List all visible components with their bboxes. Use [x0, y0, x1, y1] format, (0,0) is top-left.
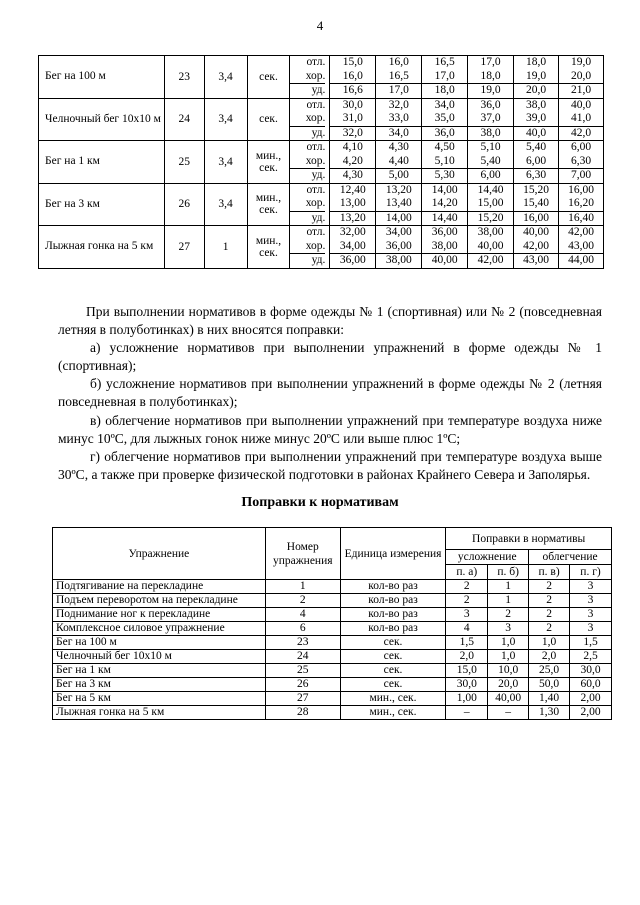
- correction-pb: 20,0: [488, 678, 529, 692]
- norms-value: 42,00: [568, 226, 594, 238]
- norms-unit: сек.: [247, 98, 290, 141]
- header-pb: п. б): [488, 565, 529, 580]
- correction-pg: 30,0: [570, 664, 612, 678]
- paragraph-d: г) облегчение нормативов при выполнении упражнений при температуре воздуха выше 30ºС, а также при проверке физической подготовки в районах Крайнего Севера и Заполярья.: [58, 449, 602, 482]
- norms-levels: [290, 141, 330, 184]
- correction-pv: 2: [529, 594, 570, 608]
- corrections-row: [53, 608, 612, 622]
- page-number: 4: [316, 18, 324, 33]
- norms-value: 38,00: [376, 253, 421, 268]
- correction-pa: 1,00: [446, 692, 488, 706]
- corrections-row: [53, 664, 612, 678]
- norms-unit: мин., сек.: [247, 183, 290, 226]
- norms-exercise-name: Бег на 3 км: [39, 183, 165, 226]
- correction-unit: сек.: [340, 650, 446, 664]
- norms-value: 19,0: [468, 83, 513, 98]
- correction-number: 25: [265, 664, 340, 678]
- norms-exercise-name: Лыжная гонка на 5 км: [39, 226, 165, 269]
- correction-pv: 1,0: [529, 636, 570, 650]
- norms-value: 31,0: [342, 112, 363, 124]
- correction-number: 26: [265, 678, 340, 692]
- norms-exercise-number: 26: [164, 183, 204, 226]
- norms-unit: сек.: [247, 56, 290, 99]
- norms-value: 34,00: [385, 226, 412, 238]
- norms-value: 38,0: [468, 126, 513, 141]
- correction-unit: сек.: [340, 664, 446, 678]
- norms-exercise-name: Бег на 100 м: [39, 56, 165, 99]
- norms-value: 20,0: [570, 69, 592, 82]
- norms-value: 16,6: [330, 83, 375, 98]
- norms-value: 5,00: [376, 168, 421, 183]
- norms-value: 14,40: [422, 211, 467, 226]
- norms-value: 42,00: [468, 253, 513, 268]
- norms-coefficient: 3,4: [204, 183, 247, 226]
- norms-value: 38,00: [431, 239, 458, 252]
- norms-value-cell: [514, 141, 559, 184]
- norms-value: 15,00: [477, 197, 504, 209]
- norms-value-cell: [422, 183, 468, 226]
- norms-value-cell: [422, 98, 468, 141]
- correction-pv: 50,0: [529, 678, 570, 692]
- norms-value: 17,0: [434, 69, 455, 82]
- norms-value: 42,0: [559, 126, 603, 141]
- paragraph-c: в) облегчение нормативов при выполнении упражнений при температуре воздуха ниже минус 10ºС, для лыжных гонок ниже минус 20ºС или выше плюс 1ºС;: [58, 413, 602, 446]
- correction-pa: 15,0: [446, 664, 488, 678]
- norms-value-cell: [559, 141, 604, 184]
- norms-value: 43,00: [568, 239, 594, 252]
- correction-unit: кол-во раз: [340, 622, 446, 636]
- norms-value: 19,0: [570, 56, 592, 68]
- norms-level-label: хор.: [305, 154, 326, 167]
- norms-value-cell: [514, 183, 559, 226]
- norms-levels: [290, 226, 330, 269]
- correction-pg: 2,5: [570, 650, 612, 664]
- norms-value: 5,40: [525, 141, 547, 153]
- norms-level-label: уд.: [290, 211, 325, 226]
- norms-value: 5,10: [434, 154, 455, 167]
- corrections-row: [53, 636, 612, 650]
- norms-value: 4,30: [388, 141, 409, 153]
- correction-unit: сек.: [340, 636, 446, 650]
- correction-unit: кол-во раз: [340, 580, 446, 594]
- corrections-row: [53, 706, 612, 720]
- correction-pv: 2: [529, 622, 570, 636]
- correction-pb: 1,0: [488, 650, 529, 664]
- correction-pv: 2,0: [529, 650, 570, 664]
- norms-coefficient: 1: [204, 226, 247, 269]
- norms-value: 13,20: [385, 183, 412, 196]
- correction-number: 1: [265, 580, 340, 594]
- correction-pv: 1,30: [529, 706, 570, 720]
- correction-pb: 2: [488, 608, 529, 622]
- norms-level-label: хор.: [305, 112, 326, 124]
- correction-pv: 25,0: [529, 664, 570, 678]
- correction-exercise: Лыжная гонка на 5 км: [53, 706, 266, 720]
- norms-value-cell: [376, 141, 422, 184]
- norms-value: 40,00: [523, 226, 549, 238]
- norms-value: 40,0: [514, 126, 558, 141]
- norms-value: 20,0: [514, 83, 558, 98]
- norms-exercise-number: 27: [164, 226, 204, 269]
- correction-pa: 4: [446, 622, 488, 636]
- correction-pg: 1,5: [570, 636, 612, 650]
- corrections-title: Поправки к нормативам: [241, 495, 399, 510]
- correction-pg: 3: [570, 622, 612, 636]
- norms-value: 34,0: [376, 126, 421, 141]
- correction-exercise: Комплексное силовое упражнение: [53, 622, 266, 636]
- correction-pa: 2,0: [446, 650, 488, 664]
- norms-level-label: отл.: [306, 56, 326, 68]
- norms-value: 4,50: [434, 141, 455, 153]
- correction-pb: 3: [488, 622, 529, 636]
- norms-row: [39, 98, 604, 141]
- norms-row: [39, 56, 604, 99]
- norms-value-cell: [330, 183, 376, 226]
- correction-unit: кол-во раз: [340, 594, 446, 608]
- correction-pg: 3: [570, 608, 612, 622]
- norms-value: 15,20: [523, 183, 549, 196]
- norms-value: 44,00: [559, 253, 603, 268]
- norms-value: 6,00: [570, 141, 592, 153]
- correction-number: 4: [265, 608, 340, 622]
- norms-value: 36,0: [422, 126, 467, 141]
- norms-exercise-name: Бег на 1 км: [39, 141, 165, 184]
- norms-value: 39,0: [525, 112, 547, 124]
- norms-value: 30,0: [342, 98, 363, 111]
- norms-value: 21,0: [559, 83, 603, 98]
- norms-value-cell: [468, 56, 514, 99]
- norms-value: 13,00: [339, 197, 366, 209]
- correction-exercise: Подъем переворотом на перекладине: [53, 594, 266, 608]
- header-pg: п. г): [570, 565, 612, 580]
- correction-pa: 30,0: [446, 678, 488, 692]
- norms-value: 15,20: [468, 211, 513, 226]
- norms-value: 36,00: [330, 253, 375, 268]
- norms-value: 36,00: [431, 226, 458, 238]
- norms-value: 15,40: [523, 197, 549, 209]
- corrections-row: [53, 622, 612, 636]
- norms-value: 36,0: [480, 98, 501, 111]
- norms-row: [39, 226, 604, 269]
- norms-value: 13,40: [385, 197, 412, 209]
- norms-levels: [290, 56, 330, 99]
- norms-value: 35,0: [434, 112, 455, 124]
- norms-table: [38, 55, 604, 269]
- norms-value-cell: [330, 98, 376, 141]
- header-harder: усложнение: [446, 550, 529, 565]
- norms-value: 18,0: [525, 56, 547, 68]
- norms-value-cell: [468, 98, 514, 141]
- correction-pb: 10,0: [488, 664, 529, 678]
- norms-value: 16,00: [514, 211, 558, 226]
- norms-value: 32,0: [330, 126, 375, 141]
- norms-value: 17,0: [480, 56, 501, 68]
- norms-value: 5,30: [422, 168, 467, 183]
- norms-level-label: хор.: [305, 69, 326, 82]
- norms-level-label: хор.: [305, 197, 326, 209]
- correction-unit: сек.: [340, 678, 446, 692]
- norms-value-cell: [468, 183, 514, 226]
- correction-number: 6: [265, 622, 340, 636]
- norms-level-label: уд.: [290, 168, 325, 183]
- norms-value: 5,40: [480, 154, 501, 167]
- norms-value-cell: [468, 141, 514, 184]
- header-number: Номер упражнения: [265, 528, 340, 580]
- norms-value: 16,5: [434, 56, 455, 68]
- norms-level-label: уд.: [290, 83, 325, 98]
- norms-value-cell: [376, 56, 422, 99]
- norms-value: 4,40: [388, 154, 409, 167]
- norms-value: 32,00: [339, 226, 366, 238]
- correction-exercise: Подтягивание на перекладине: [53, 580, 266, 594]
- corrections-row: [53, 692, 612, 706]
- paragraph-b: б) усложнение нормативов при выполнении упражнений в форме одежды № 2 (летняя повседневная в полуботинках);: [58, 376, 602, 409]
- norms-value-cell: [422, 56, 468, 99]
- norms-value: 43,00: [514, 253, 558, 268]
- norms-value-cell: [330, 56, 376, 99]
- norms-row: [39, 141, 604, 184]
- norms-value: 16,0: [342, 69, 363, 82]
- norms-value-cell: [376, 226, 422, 269]
- norms-value-cell: [559, 98, 604, 141]
- norms-value-cell: [514, 226, 559, 269]
- header-pv: п. в): [529, 565, 570, 580]
- correction-pg: 60,0: [570, 678, 612, 692]
- norms-coefficient: 3,4: [204, 98, 247, 141]
- correction-pv: 2: [529, 580, 570, 594]
- correction-pa: –: [446, 706, 488, 720]
- correction-exercise: Бег на 5 км: [53, 692, 266, 706]
- corrections-row: [53, 580, 612, 594]
- norms-value-cell: [559, 226, 604, 269]
- norms-value: 6,30: [514, 168, 558, 183]
- corrections-row: [53, 650, 612, 664]
- paragraph-a: а) усложнение нормативов при выполнении упражнений в форме одежды № 1 (спортивная);: [58, 340, 602, 373]
- norms-value: 14,00: [376, 211, 421, 226]
- header-pa: п. а): [446, 565, 488, 580]
- norms-level-label: уд.: [290, 253, 325, 268]
- norms-coefficient: 3,4: [204, 56, 247, 99]
- correction-exercise: Челночный бег 10х10 м: [53, 650, 266, 664]
- norms-value: 33,0: [388, 112, 409, 124]
- correction-unit: мин., сек.: [340, 692, 446, 706]
- norms-level-label: отл.: [306, 226, 326, 238]
- norms-value: 19,0: [525, 69, 547, 82]
- norms-exercise-number: 23: [164, 56, 204, 99]
- correction-number: 24: [265, 650, 340, 664]
- correction-pb: 1,0: [488, 636, 529, 650]
- norms-coefficient: 3,4: [204, 141, 247, 184]
- norms-exercise-number: 24: [164, 98, 204, 141]
- norms-value: 7,00: [559, 168, 603, 183]
- norms-value-cell: [330, 226, 376, 269]
- norms-value-cell: [468, 226, 514, 269]
- norms-value: 14,00: [431, 183, 458, 196]
- correction-exercise: Поднимание ног к перекладине: [53, 608, 266, 622]
- norms-value-cell: [559, 183, 604, 226]
- correction-pg: 2,00: [570, 706, 612, 720]
- norms-value: 34,0: [434, 98, 455, 111]
- header-easier: облегчение: [529, 550, 612, 565]
- norms-row: [39, 183, 604, 226]
- norms-level-label: отл.: [306, 183, 326, 196]
- norms-exercise-name: Челночный бег 10х10 м: [39, 98, 165, 141]
- norms-exercise-number: 25: [164, 141, 204, 184]
- correction-number: 28: [265, 706, 340, 720]
- norms-value: 18,0: [480, 69, 501, 82]
- header-exercise: Упражнение: [53, 528, 266, 580]
- norms-level-label: уд.: [290, 126, 325, 141]
- corrections-row: [53, 678, 612, 692]
- norms-value-cell: [514, 56, 559, 99]
- norms-value: 6,30: [570, 154, 592, 167]
- norms-value: 16,40: [559, 211, 603, 226]
- correction-exercise: Бег на 100 м: [53, 636, 266, 650]
- norms-value: 13,20: [330, 211, 375, 226]
- norms-unit: мин., сек.: [247, 141, 290, 184]
- norms-value: 16,5: [388, 69, 409, 82]
- correction-pb: 1: [488, 594, 529, 608]
- norms-levels: [290, 98, 330, 141]
- norms-value: 5,10: [480, 141, 501, 153]
- norms-value: 34,00: [339, 239, 366, 252]
- norms-unit: мин., сек.: [247, 226, 290, 269]
- norms-value: 4,30: [330, 168, 375, 183]
- correction-unit: мин., сек.: [340, 706, 446, 720]
- norms-value-cell: [422, 141, 468, 184]
- correction-pg: 3: [570, 594, 612, 608]
- correction-pg: 2,00: [570, 692, 612, 706]
- norms-value: 16,0: [388, 56, 409, 68]
- norms-level-label: хор.: [305, 239, 326, 252]
- correction-pb: –: [488, 706, 529, 720]
- norms-value: 40,00: [477, 239, 504, 252]
- correction-pb: 40,00: [488, 692, 529, 706]
- correction-exercise: Бег на 1 км: [53, 664, 266, 678]
- correction-pb: 1: [488, 580, 529, 594]
- norms-value-cell: [559, 56, 604, 99]
- norms-value-cell: [422, 226, 468, 269]
- norms-value: 40,0: [570, 98, 592, 111]
- norms-value: 16,20: [568, 197, 594, 209]
- norms-value: 36,00: [385, 239, 412, 252]
- correction-number: 2: [265, 594, 340, 608]
- norms-value: 6,00: [468, 168, 513, 183]
- norms-level-label: отл.: [306, 98, 326, 111]
- header-corrections: Поправки в нормативы: [446, 528, 612, 550]
- norms-value-cell: [376, 98, 422, 141]
- norms-value: 32,0: [388, 98, 409, 111]
- correction-number: 27: [265, 692, 340, 706]
- norms-value-cell: [514, 98, 559, 141]
- corrections-row: [53, 594, 612, 608]
- correction-pv: 1,40: [529, 692, 570, 706]
- norms-value-cell: [330, 141, 376, 184]
- norms-value-cell: [376, 183, 422, 226]
- norms-value: 15,0: [342, 56, 363, 68]
- correction-pv: 2: [529, 608, 570, 622]
- norms-value: 42,00: [523, 239, 549, 252]
- header-unit: Единица измерения: [340, 528, 446, 580]
- norms-value: 37,0: [480, 112, 501, 124]
- norms-value: 4,20: [342, 154, 363, 167]
- correction-exercise: Бег на 3 км: [53, 678, 266, 692]
- paragraph-intro: При выполнении нормативов в форме одежды № 1 (спортивная) или № 2 (повседневная летняя в полуботинках) в них вносятся поправки:: [58, 304, 602, 337]
- norms-value: 16,00: [568, 183, 594, 196]
- correction-unit: кол-во раз: [340, 608, 446, 622]
- norms-levels: [290, 183, 330, 226]
- norms-value: 41,0: [570, 112, 592, 124]
- norms-value: 17,0: [376, 83, 421, 98]
- norms-value: 18,0: [422, 83, 467, 98]
- norms-value: 14,20: [431, 197, 458, 209]
- norms-level-label: отл.: [306, 141, 326, 153]
- norms-value: 12,40: [339, 183, 366, 196]
- correction-pa: 3: [446, 608, 488, 622]
- norms-value: 38,0: [525, 98, 547, 111]
- correction-pa: 2: [446, 580, 488, 594]
- norms-value: 40,00: [422, 253, 467, 268]
- norms-value: 14,40: [477, 183, 504, 196]
- norms-value: 6,00: [525, 154, 547, 167]
- correction-pa: 1,5: [446, 636, 488, 650]
- correction-pa: 2: [446, 594, 488, 608]
- correction-pg: 3: [570, 580, 612, 594]
- norms-value: 4,10: [342, 141, 363, 153]
- corrections-table: [52, 527, 612, 720]
- norms-value: 38,00: [477, 226, 504, 238]
- correction-number: 23: [265, 636, 340, 650]
